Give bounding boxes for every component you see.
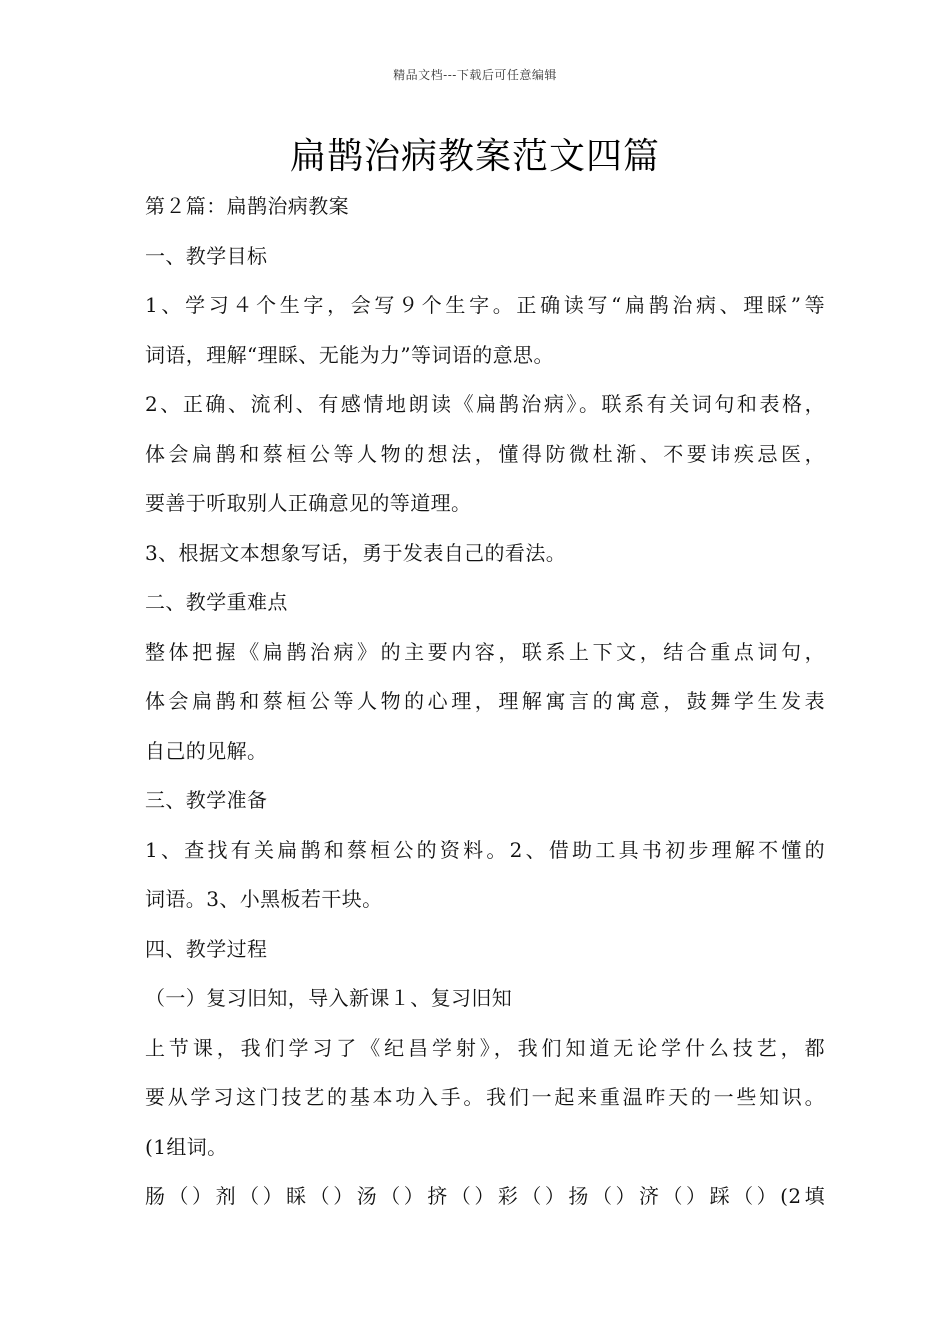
text-line: 体会扁鹊和蔡桓公等人物的想法，懂得防微杜渐、不要讳疾忌医，	[145, 441, 825, 466]
text-line: 1、查找有关扁鹊和蔡桓公的资料。2、借助工具书初步理解不懂的	[145, 837, 825, 862]
document-body	[145, 182, 825, 1222]
text-line: 要从学习这门技艺的基本功入手。我们一起来重温昨天的一些知识。	[145, 1085, 825, 1109]
header-note: 精品文档---下载后可任意编辑	[393, 68, 557, 82]
document-title: 扁鹊治病教案范文四篇	[289, 136, 660, 177]
text-line: 1、学习４个生字，会写９个生字。正确读写“扁鹊治病、理睬”等	[145, 293, 825, 317]
text-line: 2、正确、流利、有感情地朗读《扁鹊治病》。联系有关词句和表格，	[145, 392, 825, 416]
text-line: 肠（）剂（）睬（）汤（）挤（）彩（）扬（）济（）踩（）(2填	[145, 1184, 825, 1208]
text-line: (1组词。	[145, 1134, 228, 1159]
text-line: 第２篇：扁鹊治病教案	[145, 194, 349, 218]
text-line: 词语，理解“理睬、无能为力”等词语的意思。	[145, 342, 554, 367]
text-line: 一、教学目标	[145, 243, 268, 268]
text-line: 整体把握《扁鹊治病》的主要内容，联系上下文，结合重点词句，	[145, 639, 825, 664]
text-line: 体会扁鹊和蔡桓公等人物的心理，理解寓言的寓意，鼓舞学生发表	[145, 689, 825, 713]
text-line: 三、教学准备	[145, 788, 268, 812]
text-line: 四、教学过程	[145, 936, 268, 961]
text-line: （一）复习旧知，导入新课１、复习旧知	[145, 986, 513, 1010]
text-line: 上节课，我们学习了《纪昌学射》，我们知道无论学什么技艺，都	[145, 1035, 825, 1060]
text-line: 要善于听取别人正确意见的等道理。	[145, 491, 472, 515]
text-line: 二、教学重难点	[145, 590, 288, 614]
text-line: 词语。3、小黑板若干块。	[145, 887, 383, 911]
text-line: 3、根据文本想象写话，勇于发表自己的看法。	[145, 540, 567, 565]
text-line: 自己的见解。	[145, 738, 268, 763]
